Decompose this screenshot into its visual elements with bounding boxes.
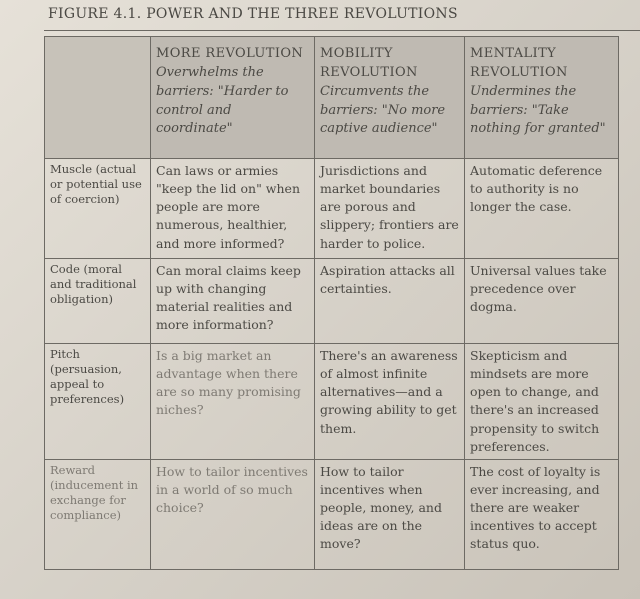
table-row-pitch — [45, 344, 619, 460]
column-subtitle: Overwhelms the barriers: "Harder to control and coordinate" — [156, 64, 289, 137]
column-header-mobility — [315, 37, 465, 159]
table-cell: How to tailor incentives when people, money, and ideas are on the move? — [315, 459, 465, 569]
table-cell: Can laws or armies "keep the lid on" when people are more numerous, healthier, and more informed? — [151, 159, 315, 259]
column-header-more — [151, 37, 315, 159]
table-cell: Automatic deference to authority is no longer the case. — [465, 159, 619, 259]
table-cell: Aspiration attacks all certainties. — [315, 259, 465, 344]
row-label: Muscle (actual or potential use of coercion) — [45, 159, 151, 259]
row-label: Code (moral and traditional obligation) — [45, 259, 151, 344]
table-row-muscle — [45, 159, 619, 259]
table-cell: Is a big market an advantage when there are so many promising niches? — [151, 344, 315, 460]
table-row-code — [45, 259, 619, 344]
power-revolutions-table — [44, 36, 619, 570]
table-cell: How to tailor incentives in a world of so much choice? — [151, 459, 315, 569]
column-title: MOBILITY REVOLUTION — [320, 46, 418, 80]
header-row — [45, 37, 619, 159]
corner-cell — [45, 37, 151, 159]
caption-rule — [44, 30, 640, 31]
table-cell: There's an awareness of almost infinite alternatives—and a growing ability to get them. — [315, 344, 465, 460]
row-label: Pitch (persuasion, appeal to preferences) — [45, 344, 151, 460]
column-header-mentality — [465, 37, 619, 159]
column-subtitle: Circumvents the barriers: "No more captive audience" — [320, 83, 446, 137]
column-title: MENTALITY REVOLUTION — [470, 46, 568, 80]
table-cell: Jurisdictions and market boundaries are porous and slippery; frontiers are harder to police. — [315, 159, 465, 259]
figure-caption: FIGURE 4.1. POWER AND THE THREE REVOLUTIONS — [48, 6, 458, 22]
column-title: MORE REVOLUTION — [156, 46, 304, 61]
table-cell: Can moral claims keep up with changing material realities and more information? — [151, 259, 315, 344]
row-label: Reward (inducement in exchange for compliance) — [45, 459, 151, 569]
column-subtitle: Undermines the barriers: "Take nothing for granted" — [470, 83, 606, 137]
table-cell: The cost of loyalty is ever increasing, and there are weaker incentives to accept status quo. — [465, 459, 619, 569]
table-cell: Universal values take precedence over dogma. — [465, 259, 619, 344]
table-cell: Skepticism and mindsets are more open to change, and there's an increased propensity to switch preferences. — [465, 344, 619, 460]
table-row-reward — [45, 459, 619, 569]
